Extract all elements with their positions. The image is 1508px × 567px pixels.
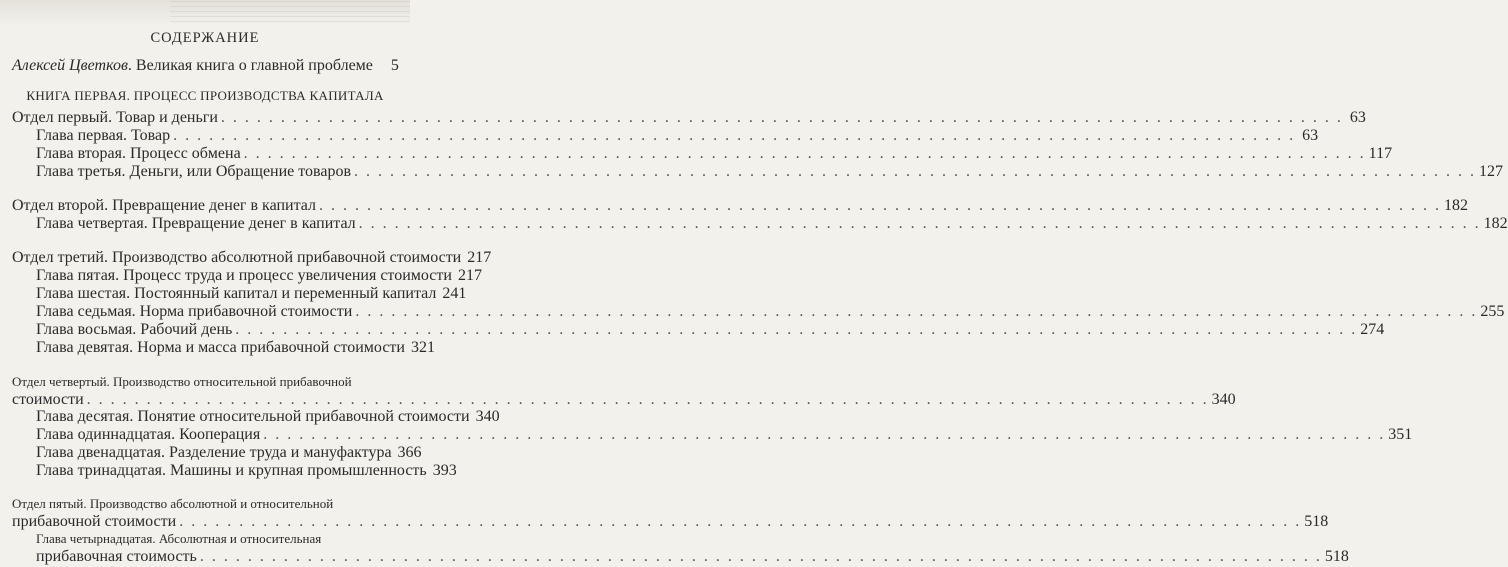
page-number: 182 xyxy=(1444,197,1469,214)
section-label: Отдел третий. Производство абсолютной прибавочной стоимости xyxy=(12,249,462,266)
toc-section[interactable] xyxy=(12,109,1366,127)
chapter-label-line1: Глава четырнадцатая. Абсолютная и относительная xyxy=(36,531,322,546)
toc-chapter[interactable] xyxy=(36,444,422,462)
section-label-line2: стоимости xyxy=(12,391,84,408)
chapter-label: Глава тринадцатая. Машины и крупная промышленность xyxy=(36,462,427,479)
chapter-label: Глава восьмая. Рабочий день xyxy=(36,321,233,338)
toc-chapter[interactable] xyxy=(36,267,482,285)
toc-chapter[interactable] xyxy=(36,426,1413,444)
chapter-label: Глава одиннадцатая. Кооперация xyxy=(36,426,261,443)
page-number: 321 xyxy=(410,339,435,356)
entry-author: Алексей Цветков xyxy=(12,57,128,74)
book-title: КНИГА ПЕРВАЯ. ПРОЦЕСС ПРОИЗВОДСТВА КАПИТАЛА xyxy=(26,88,384,103)
page-number: 217 xyxy=(467,249,492,266)
leader-dots xyxy=(263,426,1385,444)
toc-chapter[interactable] xyxy=(36,548,1349,566)
toc-chapter[interactable] xyxy=(36,462,457,480)
toc-chapter[interactable] xyxy=(36,339,435,357)
toc-chapter[interactable] xyxy=(36,321,1385,339)
page-number: 340 xyxy=(475,408,500,425)
toc-entry-intro[interactable] xyxy=(12,57,399,75)
page-number: 393 xyxy=(432,462,457,479)
toc-section[interactable] xyxy=(12,513,1329,531)
chapter-label: Глава первая. Товар xyxy=(36,127,171,144)
page-number: 518 xyxy=(1324,548,1349,565)
chapter-label-line2: прибавочная стоимость xyxy=(36,548,197,565)
page-number: 5 xyxy=(390,57,399,74)
leader-dots xyxy=(355,303,1477,321)
chapter-label: Глава пятая. Процесс труда и процесс увеличения стоимости xyxy=(36,267,452,284)
page-number: 241 xyxy=(442,285,467,302)
toc-chapter[interactable] xyxy=(36,215,1508,233)
leader-dots xyxy=(200,548,1322,566)
leader-dots xyxy=(173,127,1295,145)
page-number: 63 xyxy=(1302,127,1319,144)
chapter-label: Глава третья. Деньги, или Обращение товаров xyxy=(36,163,352,180)
page-number: 63 xyxy=(1349,109,1366,126)
section-label: Отдел второй. Превращение денег в капитал xyxy=(12,197,317,214)
leader-dots xyxy=(359,215,1481,233)
leader-dots xyxy=(354,163,1476,181)
section-label-line1: Отдел четвертый. Производство относительной прибавочной xyxy=(12,374,352,389)
toc-chapter[interactable] xyxy=(36,127,1319,145)
chapter-label: Глава четвертая. Превращение денег в капитал xyxy=(36,215,356,232)
toc-chapter[interactable] xyxy=(36,285,467,303)
chapter-label: Глава десятая. Понятие относительной прибавочной стоимости xyxy=(36,408,470,425)
chapter-label: Глава шестая. Постоянный капитал и переменный капитал xyxy=(36,285,437,302)
leader-dots xyxy=(319,197,1441,215)
page-number: 366 xyxy=(397,444,422,461)
section-label-line2: прибавочной стоимости xyxy=(12,513,177,530)
chapter-label: Глава седьмая. Норма прибавочной стоимости xyxy=(36,303,353,320)
page-title: СОДЕРЖАНИЕ xyxy=(150,30,260,46)
chapter-label: Глава двенадцатая. Разделение труда и мануфактура xyxy=(36,444,392,461)
chapter-label: Глава вторая. Процесс обмена xyxy=(36,145,241,162)
entry-title: . Великая книга о главной проблеме xyxy=(127,57,373,74)
toc-section[interactable] xyxy=(12,391,1236,409)
page-number: 274 xyxy=(1360,321,1385,338)
leader-dots xyxy=(235,321,1357,339)
section-label-line1: Отдел пятый. Производство абсолютной и относительной xyxy=(12,496,334,511)
leader-dots xyxy=(179,513,1301,531)
chapter-label: Глава девятая. Норма и масса прибавочной стоимости xyxy=(36,339,405,356)
page-number: 182 xyxy=(1483,215,1508,232)
toc-chapter[interactable] xyxy=(36,163,1504,181)
leader-dots xyxy=(87,391,1209,409)
page-number: 127 xyxy=(1479,163,1504,180)
toc-section[interactable] xyxy=(12,197,1469,215)
entry-label xyxy=(12,57,373,75)
leader-dots xyxy=(221,109,1343,127)
page-number: 518 xyxy=(1304,513,1329,530)
page-number: 351 xyxy=(1388,426,1413,443)
leader-dots xyxy=(244,145,1366,163)
page-number: 217 xyxy=(457,267,482,284)
toc-chapter[interactable] xyxy=(36,303,1505,321)
page-number: 117 xyxy=(1368,145,1393,162)
page-number: 255 xyxy=(1480,303,1505,320)
toc-chapter[interactable] xyxy=(36,408,500,426)
previous-page-shadow xyxy=(0,0,410,26)
bleed-through-text xyxy=(170,0,410,22)
page-number: 340 xyxy=(1211,391,1236,408)
toc-chapter[interactable] xyxy=(36,145,1393,163)
toc-section[interactable] xyxy=(12,249,492,267)
section-label: Отдел первый. Товар и деньги xyxy=(12,109,218,126)
